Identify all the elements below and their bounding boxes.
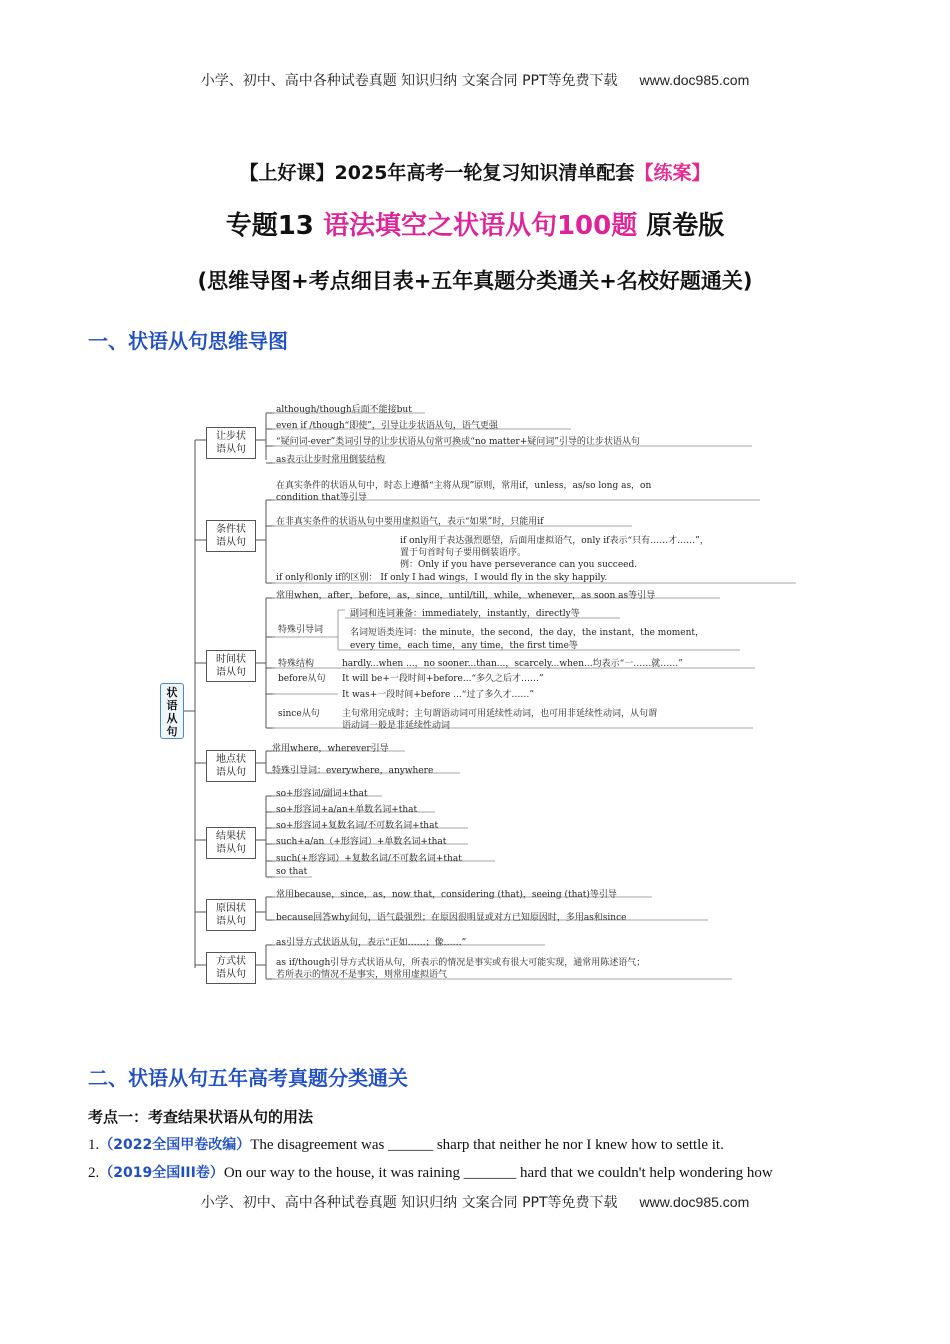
title-version: 原卷版: [637, 211, 725, 241]
mind-map-leaf: 若所表示的情况不是事实，则常用虚拟语气: [276, 970, 448, 980]
mind-map-leaf: 在真实条件的状语从句中，时态上遵循“主将从现”原则，常用if，unless，as/so long as，on: [276, 481, 652, 491]
mind-map-leaf: “疑问词-ever”类词引导的让步状语从句常可换成“no matter+疑问词”引导的让步状语从句: [276, 437, 640, 447]
question-number: 1.: [88, 1137, 100, 1153]
title-topic-name: 语法填空之状语从句100题: [322, 211, 638, 241]
title-line-1-prefix: 【上好课】2025年高考一轮复习知识清单配套: [239, 162, 635, 184]
title-topic-number: 专题13: [225, 211, 323, 241]
title-line-3: (思维导图+考点细目表+五年真题分类通关+名校好题通关): [197, 269, 753, 293]
mind-map-leaf: so+形容词+a/an+单数名词+that: [276, 805, 418, 815]
mind-map-leaf: even if /though“即使”，引导让步状语从句，语气更强: [276, 421, 498, 431]
page-footer: [0, 1192, 950, 1212]
mind-map-leaf: 常用because，since，as，now that，considering (that)，seeing (that)等引导: [276, 890, 617, 900]
question-1: [88, 1134, 724, 1154]
mind-map-leaf: such(+形容词）+复数名词/不可数名词+that: [276, 854, 462, 864]
mind-map-leaf: It will be+一段时间+before...“多久之后才……”: [342, 674, 544, 684]
mind-map-leaf: 置于句首时句子要用倒装语序。: [400, 548, 527, 558]
mind-map-leaf: 特殊引导词: [278, 625, 324, 635]
question-text: On our way to the house, it was raining _______ hard that we couldn't help wondering how: [223, 1165, 773, 1181]
header-text: 小学、初中、高中各种试卷真题 知识归纳 文案合同 PPT等免费下载: [200, 73, 618, 89]
mind-map-leaf: It was+一段时间+before ...“过了多久才……”: [342, 690, 534, 700]
question-source: （2019全国III卷）: [99, 1165, 224, 1181]
mind-map-leaf: such+a/an（+形容词）+单数名词+that: [276, 837, 447, 847]
mind-map-leaf: so+形容词+复数名词/不可数名词+that: [276, 821, 439, 831]
mind-map-leaf: 常用where，wherever引导: [272, 744, 389, 754]
mind-map-leaf: 在非真实条件的状语从句中要用虚拟语气，表示“如果”时，只能用if: [276, 517, 544, 527]
mind-map-leaf: 特殊结构: [278, 659, 315, 669]
title-line-1-suffix: 【练案】: [634, 162, 711, 184]
mind-map-leaf: because回答why问句，语气最强烈；在原因很明显或对方已知原因时，多用as和since: [276, 913, 627, 923]
mind-map-leaf: 特殊引导词：everywhere，anywhere: [272, 766, 434, 776]
node-result: 结果状 语从句: [206, 827, 256, 859]
mind-map-leaf: if only和only if的区别： If only I had wings，I would fly in the sky happily.: [276, 573, 608, 583]
node-concessive: 让步状 语从句: [206, 427, 256, 459]
mind-map-root: 状 语 从 句: [160, 683, 184, 739]
mind-map-leaf: as引导方式状语从句，表示“正如……；像……”: [276, 938, 467, 948]
mind-map-leaf: as表示让步时常用倒装结构: [276, 455, 385, 465]
mind-map-leaf: although/though后面不能接but: [276, 405, 412, 415]
mind-map-leaf: every time，each time，any time，the first time等: [350, 641, 578, 651]
mind-map-leaf: so that: [276, 867, 308, 877]
mind-map-leaf: 名词短语类连词：the minute，the second，the day，the instant，the moment，: [350, 628, 705, 638]
mind-map-leaf: 常用when，after，before，as，since，until/till，while，whenever，as soon as等引导: [276, 591, 656, 601]
mind-map-leaf: condition that等引导: [276, 493, 367, 503]
mind-map-leaf: 语动词一般是非延续性动词: [342, 721, 451, 731]
node-cause: 原因状 语从句: [206, 899, 256, 931]
section-1-heading: 一、状语从句思维导图: [88, 329, 288, 353]
mind-map-leaf: hardly...when ...，no sooner...than...，scarcely...when...均表示“一……就……”: [342, 659, 683, 669]
kaodian-heading: 考点一：考查结果状语从句的用法: [88, 1108, 314, 1126]
footer-url[interactable]: www.doc985.com: [639, 1194, 750, 1210]
section-2-heading: 二、状语从句五年高考真题分类通关: [88, 1066, 408, 1090]
question-2: [88, 1162, 773, 1182]
mind-map-leaf: as if/though引导方式状语从句，所表示的情况是事实或有很大可能实现，通常用陈述语气；: [276, 958, 646, 968]
mind-map-leaf: so+形容词/副词+that: [276, 789, 368, 799]
node-manner: 方式状 语从句: [206, 952, 256, 984]
node-place: 地点状 语从句: [206, 750, 256, 782]
question-source: （2022全国甲卷改编）: [99, 1137, 251, 1153]
mind-map-leaf: 主句常用完成时；主句谓语动词可用延续性动词，也可用非延续性动词，从句谓: [342, 709, 658, 719]
footer-text: 小学、初中、高中各种试卷真题 知识归纳 文案合同 PPT等免费下载: [200, 1195, 618, 1211]
header-url[interactable]: www.doc985.com: [639, 72, 750, 88]
mind-map-leaf: if only用于表达强烈愿望，后面用虚拟语气，only if表示“只有……才……”，: [400, 536, 709, 546]
question-number: 2.: [88, 1165, 100, 1181]
node-time: 时间状 语从句: [206, 650, 256, 682]
mind-map-leaf: before从句: [278, 674, 326, 684]
mind-map-leaf: since从句: [278, 709, 320, 719]
question-text: The disagreement was ______ sharp that neither he nor I knew how to settle it.: [250, 1137, 724, 1153]
node-conditional: 条件状 语从句: [206, 520, 256, 552]
mind-map-leaf: 副词和连词兼备：immediately，instantly，directly等: [350, 609, 580, 619]
mind-map-leaf: 例：Only if you have perseverance can you succeed.: [400, 560, 638, 570]
